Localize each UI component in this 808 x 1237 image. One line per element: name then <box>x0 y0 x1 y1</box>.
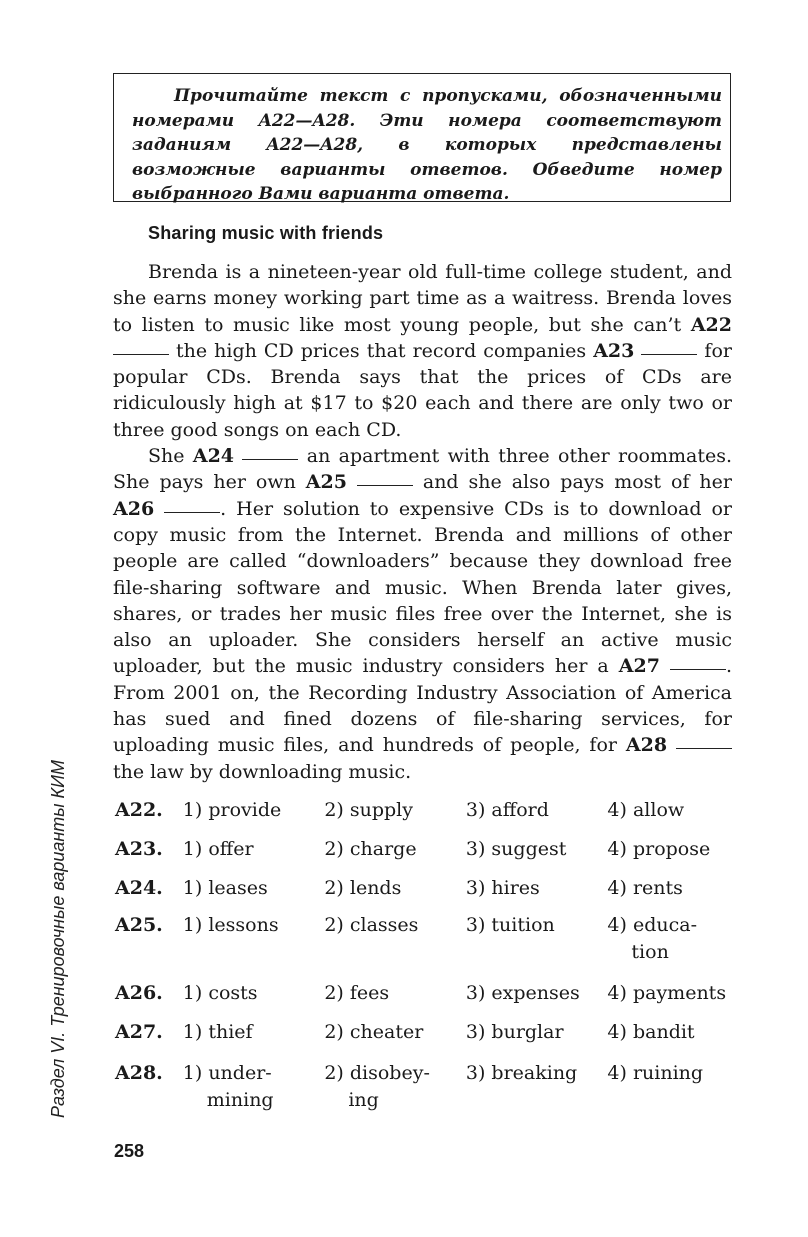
text-heading: Sharing music with friends <box>148 223 384 243</box>
paragraph-1: Brenda is a nineteen-year old full-time college student, and she earns money working part time as a waitress. Brenda loves to listen to music like most young people, but she can’t A22 the high CD prices that record companies A23 for popular CDs. Brenda says that the prices of CDs are ridiculously high at $17 to $20 each and there are only two or three good songs on each CD. <box>113 261 732 441</box>
instruction-text: Прочитайте текст с пропусками, обозначенными номерами A22—A28. Эти номера соответствуют заданиям A22—A28, в которых представлены возможные варианты ответов. Обведите номер выбранного Вами варианта ответа. <box>132 86 722 205</box>
gap-a28 <box>676 747 732 749</box>
gap-label-a27: A27 <box>618 655 660 678</box>
answer-option[interactable]: 3) burglar <box>465 1021 564 1043</box>
answer-row-a23 <box>115 836 735 863</box>
answer-number: A22. <box>115 799 163 821</box>
answer-option[interactable]: 3) breaking <box>465 1062 578 1084</box>
answer-option[interactable]: 2) charge <box>324 838 417 860</box>
gap-a26 <box>164 511 220 513</box>
gap-label-a23: A23 <box>593 339 635 362</box>
section-sidebar-label: Раздел VI. Тренировочные варианты КИМ <box>48 759 68 1118</box>
answer-option[interactable]: 3) expenses <box>465 982 580 1004</box>
answer-row-a22 <box>115 797 735 824</box>
gap-a22 <box>113 353 169 355</box>
answer-option[interactable]: 1) provide <box>182 799 282 821</box>
answer-option[interactable]: 4) educa- tion <box>607 914 697 963</box>
answer-number: A28. <box>115 1062 163 1084</box>
answer-option[interactable]: 3) hires <box>465 877 540 899</box>
answer-row-a28 <box>115 1060 735 1114</box>
answer-option[interactable]: 2) lends <box>324 877 402 899</box>
answer-option[interactable]: 3) suggest <box>465 838 567 860</box>
answer-option[interactable]: 1) lessons <box>182 914 279 936</box>
answer-option[interactable]: 1) leases <box>182 877 268 899</box>
answer-number: A24. <box>115 877 163 899</box>
answer-option[interactable]: 1) offer <box>182 838 254 860</box>
answer-option[interactable]: 4) bandit <box>607 1021 695 1043</box>
answer-option[interactable]: 1) costs <box>182 982 258 1004</box>
gap-label-a26: A26 <box>113 497 155 520</box>
answer-option[interactable]: 4) rents <box>607 877 683 899</box>
answer-option[interactable]: 3) afford <box>465 799 549 821</box>
main-text <box>113 259 732 785</box>
gap-a27 <box>670 668 726 670</box>
answer-row-a25 <box>115 912 735 966</box>
answer-row-a27 <box>115 1019 735 1046</box>
answer-option[interactable]: 2) disobey- ing <box>324 1062 430 1111</box>
gap-a23 <box>641 353 697 355</box>
answer-option[interactable]: 3) tuition <box>465 914 555 936</box>
answer-number: A27. <box>115 1021 163 1043</box>
instruction-box <box>113 73 731 205</box>
answer-options <box>115 797 735 1114</box>
gap-label-a25: A25 <box>305 471 347 494</box>
answer-row-a24 <box>115 875 735 902</box>
answer-option[interactable]: 4) payments <box>607 982 727 1004</box>
answer-number: A23. <box>115 838 163 860</box>
answer-option[interactable]: 4) allow <box>607 799 685 821</box>
answer-option[interactable]: 2) classes <box>324 914 419 936</box>
gap-label-a28: A28 <box>625 734 668 757</box>
page-number: 258 <box>114 1141 145 1161</box>
answer-row-a26 <box>115 980 735 1007</box>
gap-a25 <box>357 484 413 486</box>
answer-option[interactable]: 1) under- mining <box>182 1062 274 1111</box>
answer-option[interactable]: 2) supply <box>324 799 413 821</box>
gap-label-a22: A22 <box>690 313 732 336</box>
answer-number: A25. <box>115 914 163 936</box>
answer-option[interactable]: 2) fees <box>324 982 390 1004</box>
answer-option[interactable]: 1) thief <box>182 1021 253 1043</box>
answer-option[interactable]: 4) ruining <box>607 1062 704 1084</box>
gap-label-a24: A24 <box>192 445 235 468</box>
gap-a24 <box>242 458 298 460</box>
answer-option[interactable]: 2) cheater <box>324 1021 424 1043</box>
paragraph-2: She A24 an apartment with three other roommates. She pays her own A25 and she also pays most of her A26 . Her solution to expensive CDs is to download or copy music from the Internet. Brenda and millions of other people are called “downloaders” because they download free file-sharing software and music. When Brenda later gives, shares, or trades her music files free over the Internet, she is also an uploader. She considers herself an active music uploader, but the music industry considers her a A27 . From 2001 on, the Recording Industry Association of America has sued and fined dozens of file-sharing services, for uploading music files, and hundreds of people, for A28 the law by downloading music. <box>113 445 732 783</box>
answer-option[interactable]: 4) propose <box>607 838 711 860</box>
answer-number: A26. <box>115 982 163 1004</box>
